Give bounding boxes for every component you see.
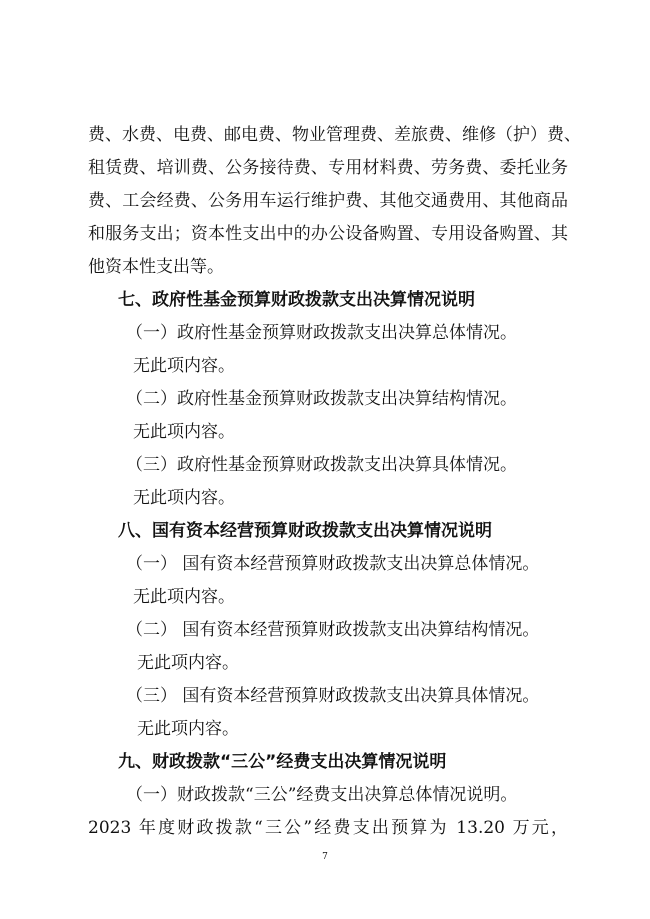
- paragraph-line: 他资本性支出等。: [88, 257, 224, 277]
- subsection-title: （二）政府性基金预算财政拨款支出决算结构情况。: [126, 389, 517, 409]
- paragraph-line: 租赁费、培训费、公务接待费、专用材料费、劳务费、委托业务: [88, 158, 568, 178]
- paragraph-line: 2023 年度财政拨款“三公”经费支出预算为 13.20 万元，: [88, 818, 568, 838]
- subsection-content: 无此项内容。: [133, 356, 235, 376]
- subsection-title: （一）财政拨款“三公”经费支出决算总体情况说明。: [126, 785, 518, 805]
- page-number: 7: [322, 852, 328, 862]
- subsection-content: 无此项内容。: [137, 653, 239, 673]
- subsection-content: 无此项内容。: [133, 422, 235, 442]
- subsection-content: 无此项内容。: [133, 587, 235, 607]
- subsection-title: （一）政府性基金预算财政拨款支出决算总体情况。: [126, 323, 517, 343]
- subsection-title: （三）政府性基金预算财政拨款支出决算具体情况。: [126, 455, 517, 475]
- section-heading: 七、政府性基金预算财政拨款支出决算情况说明: [118, 290, 475, 310]
- subsection-title: （二） 国有资本经营预算财政拨款支出决算结构情况。: [126, 620, 540, 640]
- subsection-title: （三） 国有资本经营预算财政拨款支出决算具体情况。: [126, 686, 540, 706]
- subsection-content: 无此项内容。: [133, 488, 235, 508]
- section-heading: 九、财政拨款“三公”经费支出决算情况说明: [118, 752, 447, 772]
- subsection-content: 无此项内容。: [137, 719, 239, 739]
- paragraph-line: 费、工会经费、公务用车运行维护费、其他交通费用、其他商品: [88, 191, 568, 211]
- subsection-title: （一） 国有资本经营预算财政拨款支出决算总体情况。: [126, 554, 540, 574]
- paragraph-line: 和服务支出；资本性支出中的办公设备购置、专用设备购置、其: [88, 224, 568, 244]
- paragraph-line: 费、水费、电费、邮电费、物业管理费、差旅费、维修（护）费、: [88, 125, 581, 145]
- section-heading: 八、国有资本经营预算财政拨款支出决算情况说明: [118, 521, 492, 541]
